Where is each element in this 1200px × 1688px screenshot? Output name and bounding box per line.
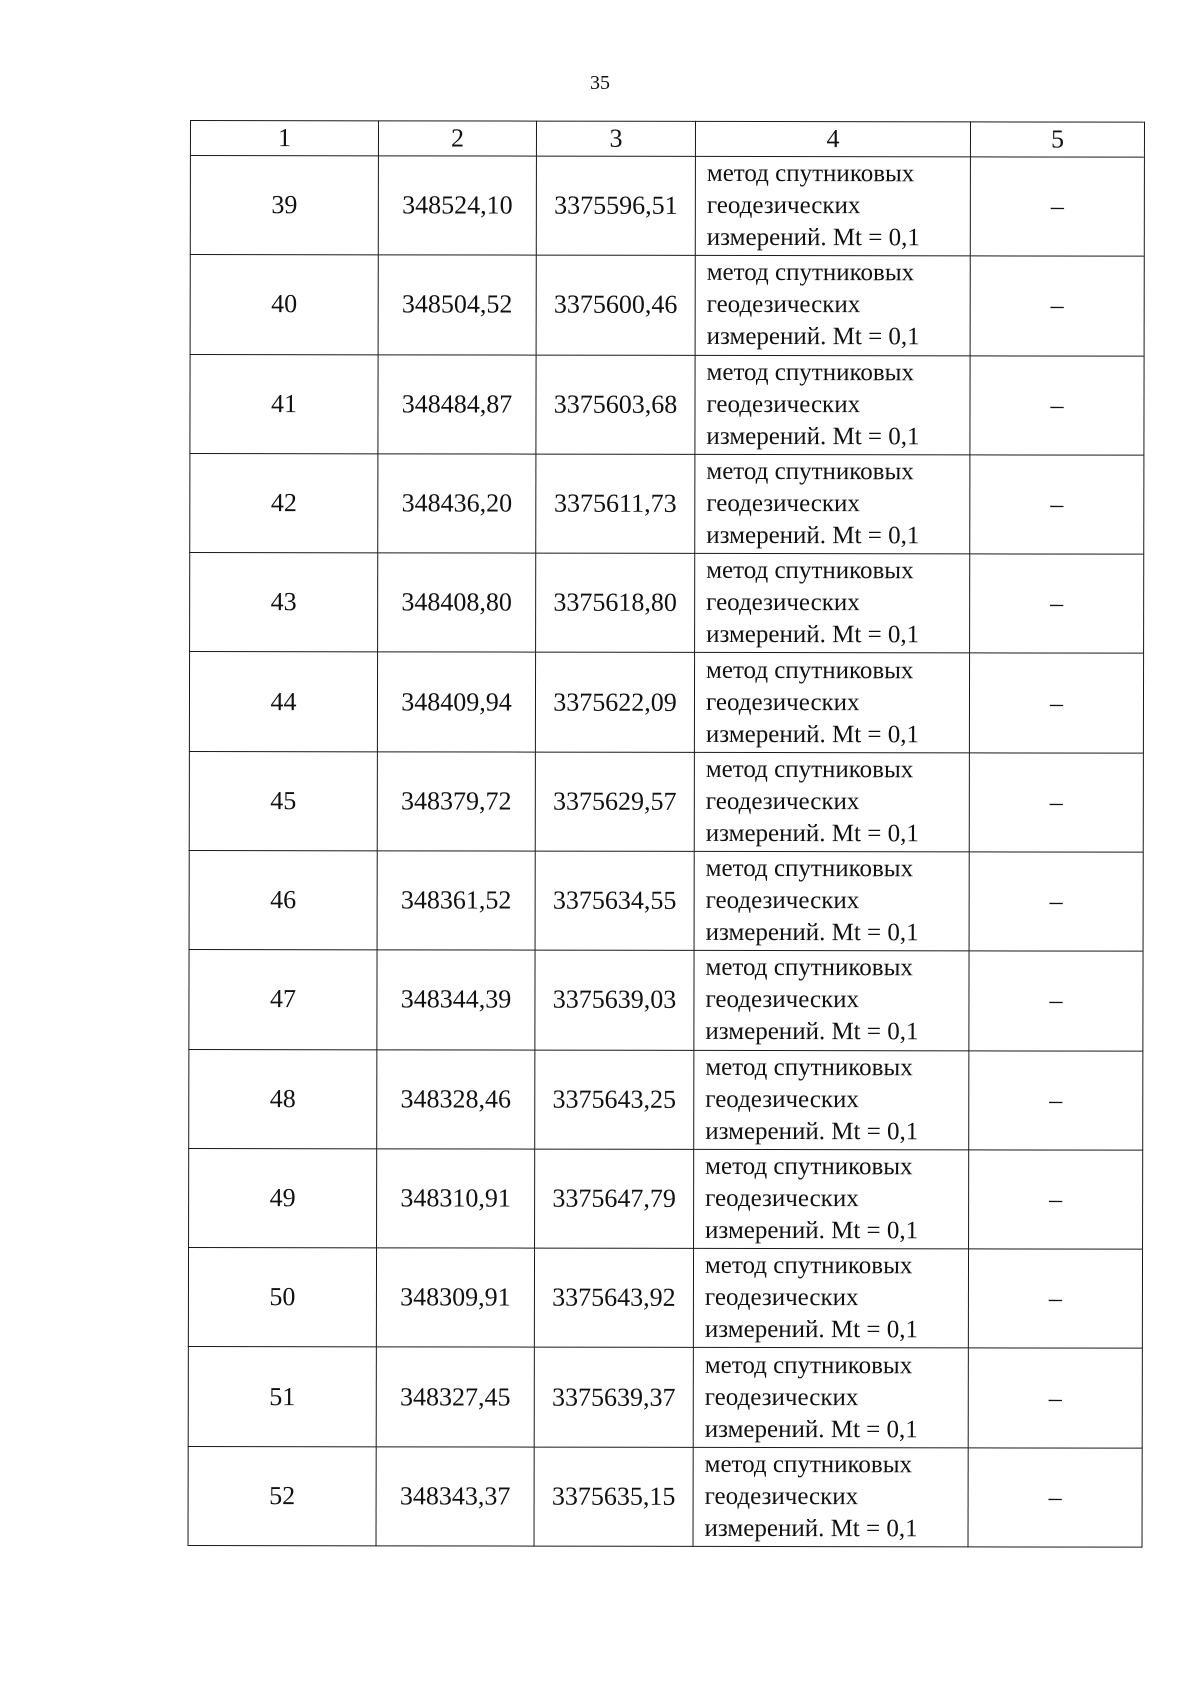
point-number-cell: 52 [188,1446,376,1546]
table-row [190,354,1144,455]
method-line: метод спутниковых [705,855,914,883]
y-coordinate-cell: 3375603,68 [536,355,695,455]
point-number-cell: 51 [188,1347,376,1447]
x-coordinate-cell: 348310,91 [377,1149,535,1249]
x-coordinate-cell: 348361,52 [377,851,535,951]
method-line: метод спутниковых [704,1351,913,1379]
note-cell: – [968,1348,1142,1448]
x-coordinate-cell: 348409,94 [377,652,535,752]
y-coordinate-cell: 3375622,09 [535,653,694,753]
point-number-cell: 50 [188,1248,376,1348]
note-cell: – [970,554,1144,654]
method-cell [695,554,970,654]
method-cell [695,454,970,554]
method-line: метод спутниковых [705,954,913,982]
y-coordinate-cell: 3375634,55 [535,851,694,951]
method-line: метод спутниковых [706,457,914,486]
note-cell: – [968,1448,1142,1548]
note-cell: – [969,753,1143,853]
point-number-cell: 41 [190,354,378,454]
x-coordinate-cell: 348408,80 [378,553,536,653]
column-header-1: 1 [190,121,378,156]
method-line: геодезических [705,688,860,716]
note-cell: – [970,256,1144,356]
point-number-cell: 46 [189,850,377,950]
point-number-cell: 40 [190,255,378,355]
method-line: геодезических [706,390,861,418]
method-cell [693,1447,968,1547]
note-cell: – [969,951,1143,1051]
method-line: измерений. Mt = 0,1 [706,521,920,550]
method-line: геодезических [706,489,860,518]
table-row [188,1347,1142,1448]
table-header [190,121,1144,158]
y-coordinate-cell: 3375596,51 [536,156,695,256]
method-line: измерений. Mt = 0,1 [705,819,919,848]
table-row [189,1049,1143,1150]
coordinates-table [188,120,1145,1548]
x-coordinate-cell: 348344,39 [377,950,535,1050]
method-cell [694,951,969,1051]
method-line: метод спутниковых [705,1152,913,1181]
y-coordinate-cell: 3375647,79 [535,1149,694,1249]
y-coordinate-cell: 3375643,92 [534,1248,693,1348]
y-coordinate-cell: 3375639,03 [535,950,694,1050]
method-line: метод спутниковых [706,557,914,585]
method-line: геодезических [704,1284,859,1312]
method-line: геодезических [705,1184,859,1213]
x-coordinate-cell: 348436,20 [378,454,536,554]
method-cell [695,156,970,256]
note-cell: – [970,157,1144,257]
note-cell: – [969,852,1143,952]
x-coordinate-cell: 348327,45 [376,1347,534,1447]
note-cell: – [970,455,1144,555]
y-coordinate-cell: 3375611,73 [536,454,695,554]
note-cell: – [968,1249,1142,1349]
method-line: метод спутниковых [704,1450,913,1479]
method-line: метод спутниковых [706,656,914,684]
method-line: измерений. Mt = 0,1 [704,1514,918,1543]
method-line: геодезических [705,787,860,815]
method-line: геодезических [705,1085,859,1113]
method-line: измерений. Mt = 0,1 [706,224,920,252]
table-body [188,156,1144,1548]
method-cell [694,851,969,951]
method-line: метод спутниковых [706,160,915,188]
table-row [189,950,1143,1051]
table-row [189,1148,1143,1249]
y-coordinate-cell: 3375635,15 [534,1447,693,1547]
method-cell [694,653,969,753]
method-line: измерений. Mt = 0,1 [704,1316,918,1344]
method-line: измерений. Mt = 0,1 [705,720,920,748]
note-cell: – [970,355,1144,455]
method-line: измерений. Mt = 0,1 [706,323,920,351]
x-coordinate-cell: 348328,46 [377,1049,535,1149]
x-coordinate-cell: 348484,87 [378,354,536,454]
table-row [189,850,1143,951]
method-line: метод спутниковых [706,358,914,386]
method-line: метод спутниковых [706,259,915,287]
table-row [190,553,1144,654]
table-row [190,453,1144,554]
table-row [188,1446,1142,1547]
point-number-cell: 39 [190,156,378,256]
table-row [189,652,1143,753]
y-coordinate-cell: 3375643,25 [535,1050,694,1150]
column-header-4: 4 [695,121,970,156]
point-number-cell: 44 [189,652,377,752]
table-row [190,156,1144,257]
y-coordinate-cell: 3375600,46 [536,255,695,355]
method-line: измерений. Mt = 0,1 [706,422,920,450]
method-line: измерений. Mt = 0,1 [706,621,920,649]
method-line: измерений. Mt = 0,1 [705,1018,919,1046]
method-cell [694,1050,969,1150]
method-cell [695,256,970,356]
method-line: геодезических [704,1482,859,1510]
note-cell: – [969,1050,1143,1150]
method-cell [694,752,969,852]
x-coordinate-cell: 348309,91 [376,1248,534,1348]
method-line: геодезических [706,589,860,617]
method-line: измерений. Mt = 0,1 [705,1117,919,1145]
y-coordinate-cell: 3375618,80 [536,553,695,653]
method-line: измерений. Mt = 0,1 [705,1216,919,1245]
method-cell [694,1149,969,1249]
column-header-2: 2 [378,121,536,156]
method-cell [693,1348,968,1448]
y-coordinate-cell: 3375629,57 [535,752,694,852]
page-number: 35 [590,72,610,94]
method-line: метод спутниковых [704,1252,913,1280]
point-number-cell: 45 [189,751,377,851]
header-row [190,121,1144,158]
method-line: геодезических [706,291,861,319]
x-coordinate-cell: 348343,37 [376,1446,534,1546]
x-coordinate-cell: 348379,72 [377,752,535,852]
table-row [189,751,1143,852]
column-header-3: 3 [536,121,695,156]
table-row [188,1248,1142,1349]
method-line: метод спутниковых [705,1053,913,1081]
x-coordinate-cell: 348504,52 [378,255,536,355]
method-cell [695,355,970,455]
note-cell: – [969,653,1143,753]
y-coordinate-cell: 3375639,37 [534,1347,693,1447]
point-number-cell: 49 [189,1148,377,1248]
point-number-cell: 48 [189,1049,377,1149]
point-number-cell: 47 [189,950,377,1050]
method-line: геодезических [705,986,860,1014]
column-header-5: 5 [970,122,1144,157]
method-line: геодезических [704,1383,859,1411]
method-line: метод спутниковых [705,755,914,784]
method-line: геодезических [705,887,860,915]
method-cell [693,1248,968,1348]
method-line: геодезических [706,192,861,220]
method-line: измерений. Mt = 0,1 [704,1415,918,1443]
note-cell: – [969,1150,1143,1250]
method-line: измерений. Mt = 0,1 [705,919,919,947]
point-number-cell: 42 [190,453,378,553]
point-number-cell: 43 [190,553,378,653]
x-coordinate-cell: 348524,10 [378,156,536,256]
table-row [190,255,1144,356]
